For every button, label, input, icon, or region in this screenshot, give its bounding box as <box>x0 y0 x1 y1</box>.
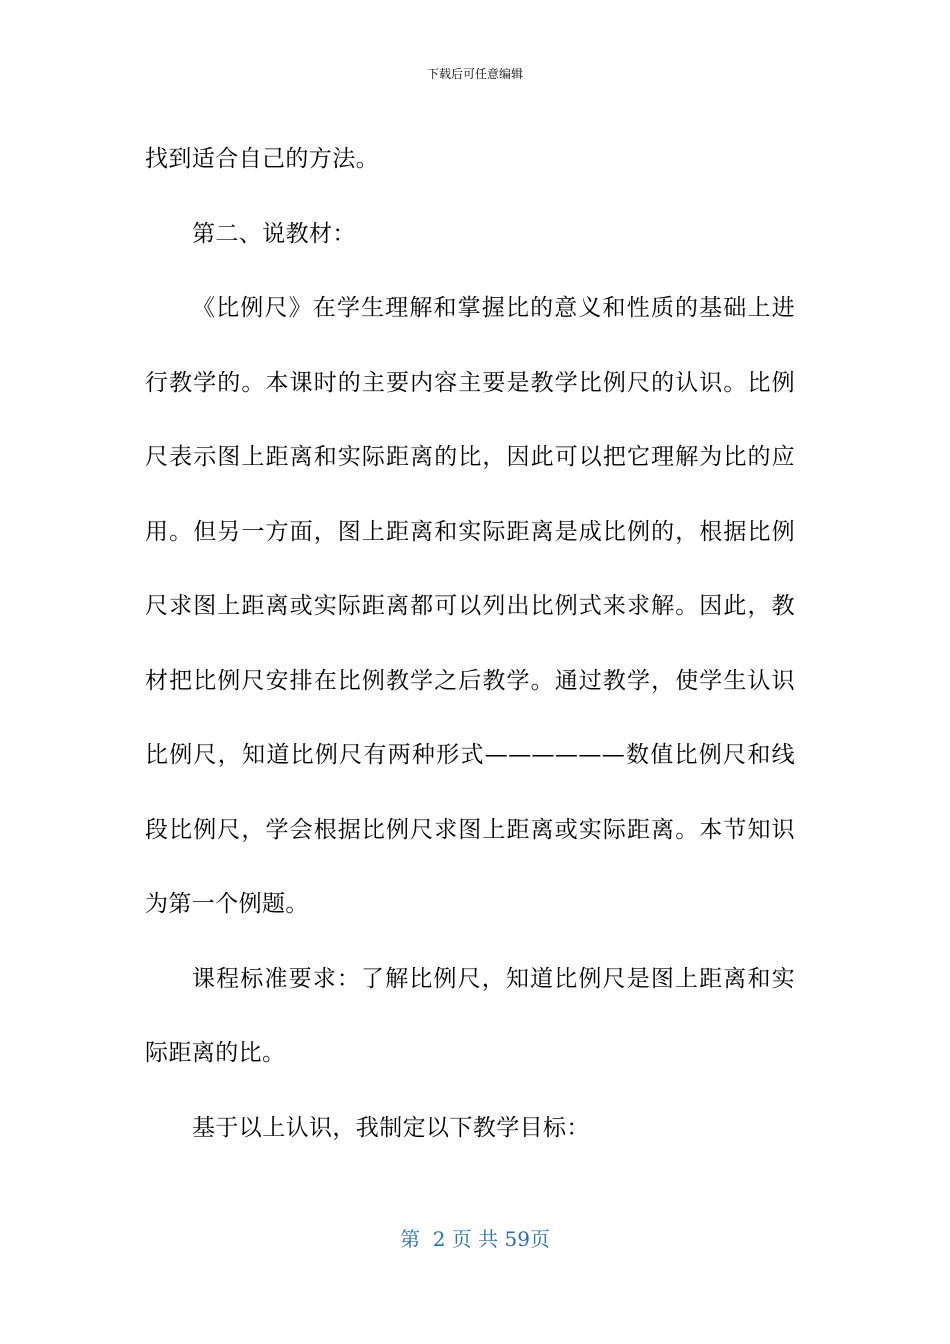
paragraph-1: 找到适合自己的方法。 <box>145 146 379 172</box>
page-header: 下载后可任意编辑 <box>426 67 523 81</box>
paragraph-textbook-analysis: 《比例尺》在学生理解和掌握比的意义和性质的基础上进行教学的。本课时的主要内容主要是教学比例尺的认识。比例尺表示图上距离和实际距离的比，因此可以把它理解为比的应用。但另一方面，图上距离和实际距离是成比例的，根据比例尺求图上距离或实际距离都可以列出比例式来求解。因此，教材把比例尺安排在比例教学之后教学。通过教学，使学生认识比例尺，知道比例尺有两种形式——————数值比例尺和线段比例尺，学会根据比例尺求图上距离或实际距离。本节知识为第一个例题。 <box>145 295 795 917</box>
page-number-footer: 第 2 页 共 59页 <box>400 1227 550 1251</box>
document-body <box>145 122 795 1165</box>
paragraph-section-heading: 第二、说教材： <box>192 220 356 247</box>
paragraph-teaching-goals-intro: 基于以上认识，我制定以下教学目标： <box>192 1114 590 1141</box>
paragraph-curriculum-requirement: 课程标准要求：了解比例尺，知道比例尺是图上距离和实际距离的比。 <box>145 965 795 1066</box>
